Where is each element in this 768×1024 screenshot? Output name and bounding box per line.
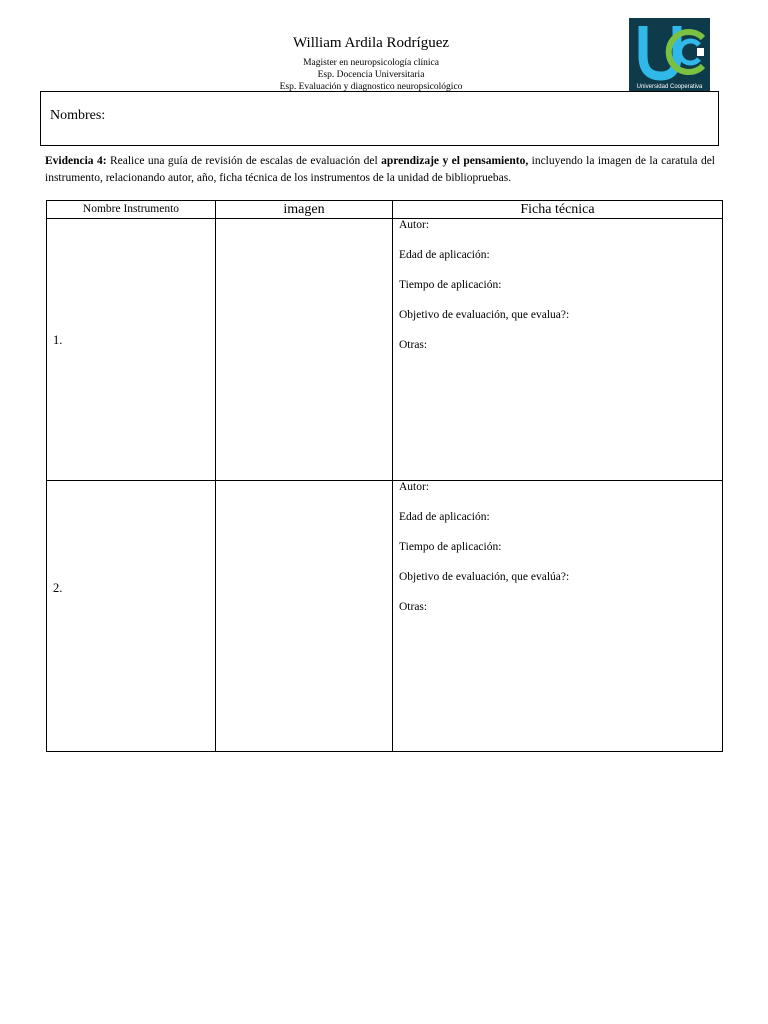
table-row: [47, 481, 723, 752]
credential-line: Esp. Evaluación y diagnostico neuropsicológico: [279, 82, 463, 92]
technical-sheet-cell[interactable]: [393, 481, 723, 752]
table-row: [47, 219, 723, 481]
names-field[interactable]: [40, 91, 719, 146]
names-label: Nombres:: [50, 108, 106, 123]
instrument-name-cell[interactable]: [47, 219, 216, 481]
logo-caption: Universidad Cooperativa: [636, 84, 703, 90]
technical-sheet-cell[interactable]: [393, 219, 723, 481]
field-other: Otras:: [399, 339, 428, 351]
header-instrument-name: Nombre Instrumento: [47, 201, 216, 219]
ucc-logo-icon: [629, 18, 710, 91]
field-author: Autor:: [399, 219, 430, 231]
row-number: 1.: [53, 333, 63, 347]
evidence-text-after: incluyendo la imagen de la caratula del instrumento, relacionando autor, año, ficha técnica de los instrumentos de la unidad de bibliopruebas.: [45, 155, 715, 184]
field-other: Otras:: [399, 601, 428, 613]
field-objective: Objetivo de evaluación, que evalua?:: [399, 309, 570, 321]
field-time: Tiempo de aplicación:: [399, 541, 502, 553]
university-logo: [629, 18, 710, 91]
instrument-name-cell[interactable]: [47, 481, 216, 752]
evidence-bold-topic: aprendizaje y el pensamiento,: [381, 155, 529, 167]
author-name: William Ardila Rodríguez: [292, 35, 450, 51]
evidence-instructions: [45, 153, 715, 187]
header-technical-sheet: Ficha técnica: [393, 201, 723, 219]
field-age: Edad de aplicación:: [399, 511, 490, 523]
image-cell[interactable]: [216, 219, 393, 481]
header-image: imagen: [216, 201, 393, 219]
evidence-text-before: Realice una guía de revisión de escalas de evaluación del: [106, 155, 382, 167]
document-header: [0, 0, 768, 92]
field-age: Edad de aplicación:: [399, 249, 490, 261]
evidence-lead: Evidencia 4:: [45, 155, 107, 167]
field-author: Autor:: [399, 481, 430, 493]
instrument-table: [46, 200, 723, 752]
credential-line: Esp. Docencia Universitaria: [317, 70, 425, 80]
image-cell[interactable]: [216, 481, 393, 752]
credential-line: Magister en neuropsicología clínica: [303, 58, 439, 68]
field-time: Tiempo de aplicación:: [399, 279, 502, 291]
table-header-row: [47, 201, 723, 219]
row-number: 2.: [53, 581, 63, 595]
field-objective: Objetivo de evaluación, que evalúa?:: [399, 571, 570, 583]
